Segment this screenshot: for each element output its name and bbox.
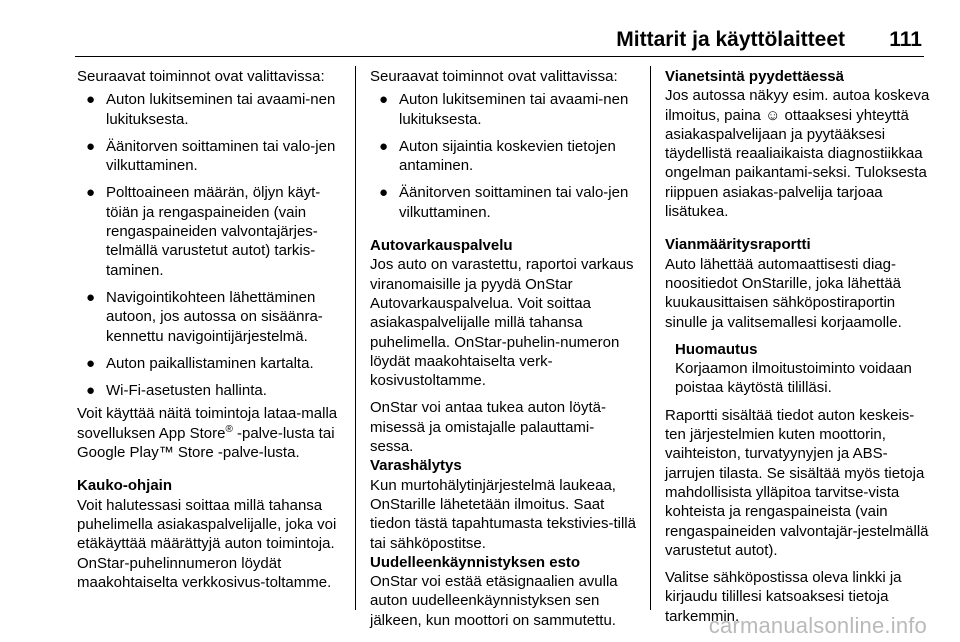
diag-text: Jos autossa näkyy esim. autoa koskeva ilmoitus, paina ☺ ottaaksesi yhteyttä asiakaspalvelijaan ja pyytääksesi täydellistä reaaliaikaista diagnostiikkaa ongelman paikantami-seksi. Tuloksesta riippuen asiakas-palvelija tarjoaa lisätukea.	[665, 87, 930, 221]
col2-bullet-list	[370, 90, 636, 222]
list-item: ● Auton sijaintia koskevien tietojen antaminen.	[379, 137, 616, 175]
onstar-button-icon: ☺	[765, 106, 781, 124]
report-text-3: Valitse sähköpostissa oleva linkki ja kirjaudu tilillesi katsoaksesi tietoja tarkemmin.	[665, 569, 902, 625]
header-rule	[75, 56, 924, 57]
col1-intro: Seuraavat toiminnot ovat valittavissa:	[77, 68, 325, 85]
note-title: Huomautus	[675, 340, 758, 358]
list-item: ● Navigointikohteen lähettäminen autoon, jos autossa on sisäänra-kennettu navigointijärjestelmä.	[86, 288, 323, 345]
remote-text: Voit halutessasi soittaa millä tahansa puhelimella asiakaspalvelijalle, joka voi etäkäyttää määrättyjä auton toimintoja. OnStar-puhelinnumeron löydät maakohtaiselta verkkosivus-toltamme.	[77, 496, 337, 591]
restart-text: OnStar voi estää etäsignaalien avulla auton uudelleenkäynnistyksen sen jälkeen, kun moottori on sammutettu.	[370, 573, 618, 629]
bullet-icon: ●	[86, 382, 96, 400]
list-item: ● Auton lukitseminen tai avaami-nen lukituksesta.	[379, 91, 629, 128]
page-title: Mittarit ja käyttölaitteet	[616, 28, 845, 51]
col2-intro: Seuraavat toiminnot ovat valittavissa:	[370, 68, 618, 85]
bullet-icon: ●	[86, 288, 96, 306]
col1-bullet-list	[77, 90, 343, 400]
alarm-text: Kun murtohälytinjärjestelmä laukeaa, OnStarille lähetetään ilmoitus. Saat tiedon tästä tapahtumasta tekstivies-tillä tai sähköpostitse.	[370, 476, 636, 552]
column-3	[665, 67, 933, 634]
list-item: ● Äänitorven soittaminen tai valo-jen vilkuttaminen.	[86, 137, 336, 175]
list-item: ● Polttoaineen määrän, öljyn käyt-töiän ja rengaspaineiden (vain rengaspaineiden valvontajärjes-telmällä varustetut autot) tarkis-taminen.	[86, 184, 321, 279]
app-store-text: Voit käyttää näitä toimintoja lataa-malla sovelluksen App Store® -palve-lusta tai Google Play™ Store -palve-lusta.	[77, 405, 338, 462]
theft-text: Jos auto on varastettu, raportoi varkaus viranomaisille ja pyydä OnStar Autovarkauspalvelua. Voit soittaa asiakaspalvelijalle millä tahansa puhelimella. OnStar-puhelin-numeron löydät maakohtaiselta verk-kosivustoltamme.	[370, 256, 634, 390]
list-item: ● Auton lukitseminen tai avaami-nen lukituksesta.	[86, 91, 336, 128]
watermark: carmanualsonline.info	[708, 613, 927, 638]
bullet-icon: ●	[86, 354, 96, 372]
report-text: Auto lähettää automaattisesti diag-noositiedot OnStarille, joka lähettää kuukausittaisen sähköpostiraportin sinulle ja valitsemallesi korjaamolle.	[665, 255, 902, 331]
bullet-icon: ●	[86, 137, 96, 155]
column-divider-2	[650, 66, 651, 610]
theft-heading: Autovarkauspalvelu	[370, 237, 513, 255]
bullet-icon: ●	[379, 91, 389, 109]
alarm-heading: Varashälytys	[370, 457, 462, 475]
bullet-icon: ●	[86, 184, 96, 202]
column-divider-1	[355, 66, 356, 610]
theft-text-2: OnStar voi antaa tukea auton löytä-misessä ja omistajalle palauttami-sessa.	[370, 399, 606, 456]
page-header	[0, 24, 960, 60]
note-text: Korjaamon ilmoitustoiminto voidaan poistaa käytöstä tililläsi.	[675, 360, 912, 397]
column-2	[370, 67, 636, 638]
report-heading: Vianmääritysraportti	[665, 236, 811, 254]
list-item: ● Auton paikallistaminen kartalta.	[86, 354, 314, 372]
page-number: 111	[889, 28, 922, 51]
bullet-icon: ●	[86, 91, 96, 109]
bullet-icon: ●	[379, 137, 389, 155]
report-text-2: Raportti sisältää tiedot auton keskeis-ten järjestelmien kuten moottorin, vaihteiston, turvatyynyjen ja ABS-jarrujen tilasta. Se sisältää myös tietoja mahdollisista ylläpitoa tarvitse-vista kohteista ja rengaspaineista (vain rengaspaineiden valvontajär-jestelmällä varustetut autot).	[665, 406, 929, 559]
diag-heading: Vianetsintä pyydettäessä	[665, 68, 844, 85]
note-box	[665, 340, 933, 398]
column-1	[77, 67, 343, 600]
bullet-icon: ●	[379, 184, 389, 202]
restart-heading: Uudelleenkäynnistyksen esto	[370, 553, 581, 571]
list-item: ● Wi-Fi-asetusten hallinta.	[86, 382, 267, 400]
remote-heading: Kauko-ohjain	[77, 477, 173, 495]
list-item: ● Äänitorven soittaminen tai valo-jen vilkuttaminen.	[379, 184, 629, 221]
